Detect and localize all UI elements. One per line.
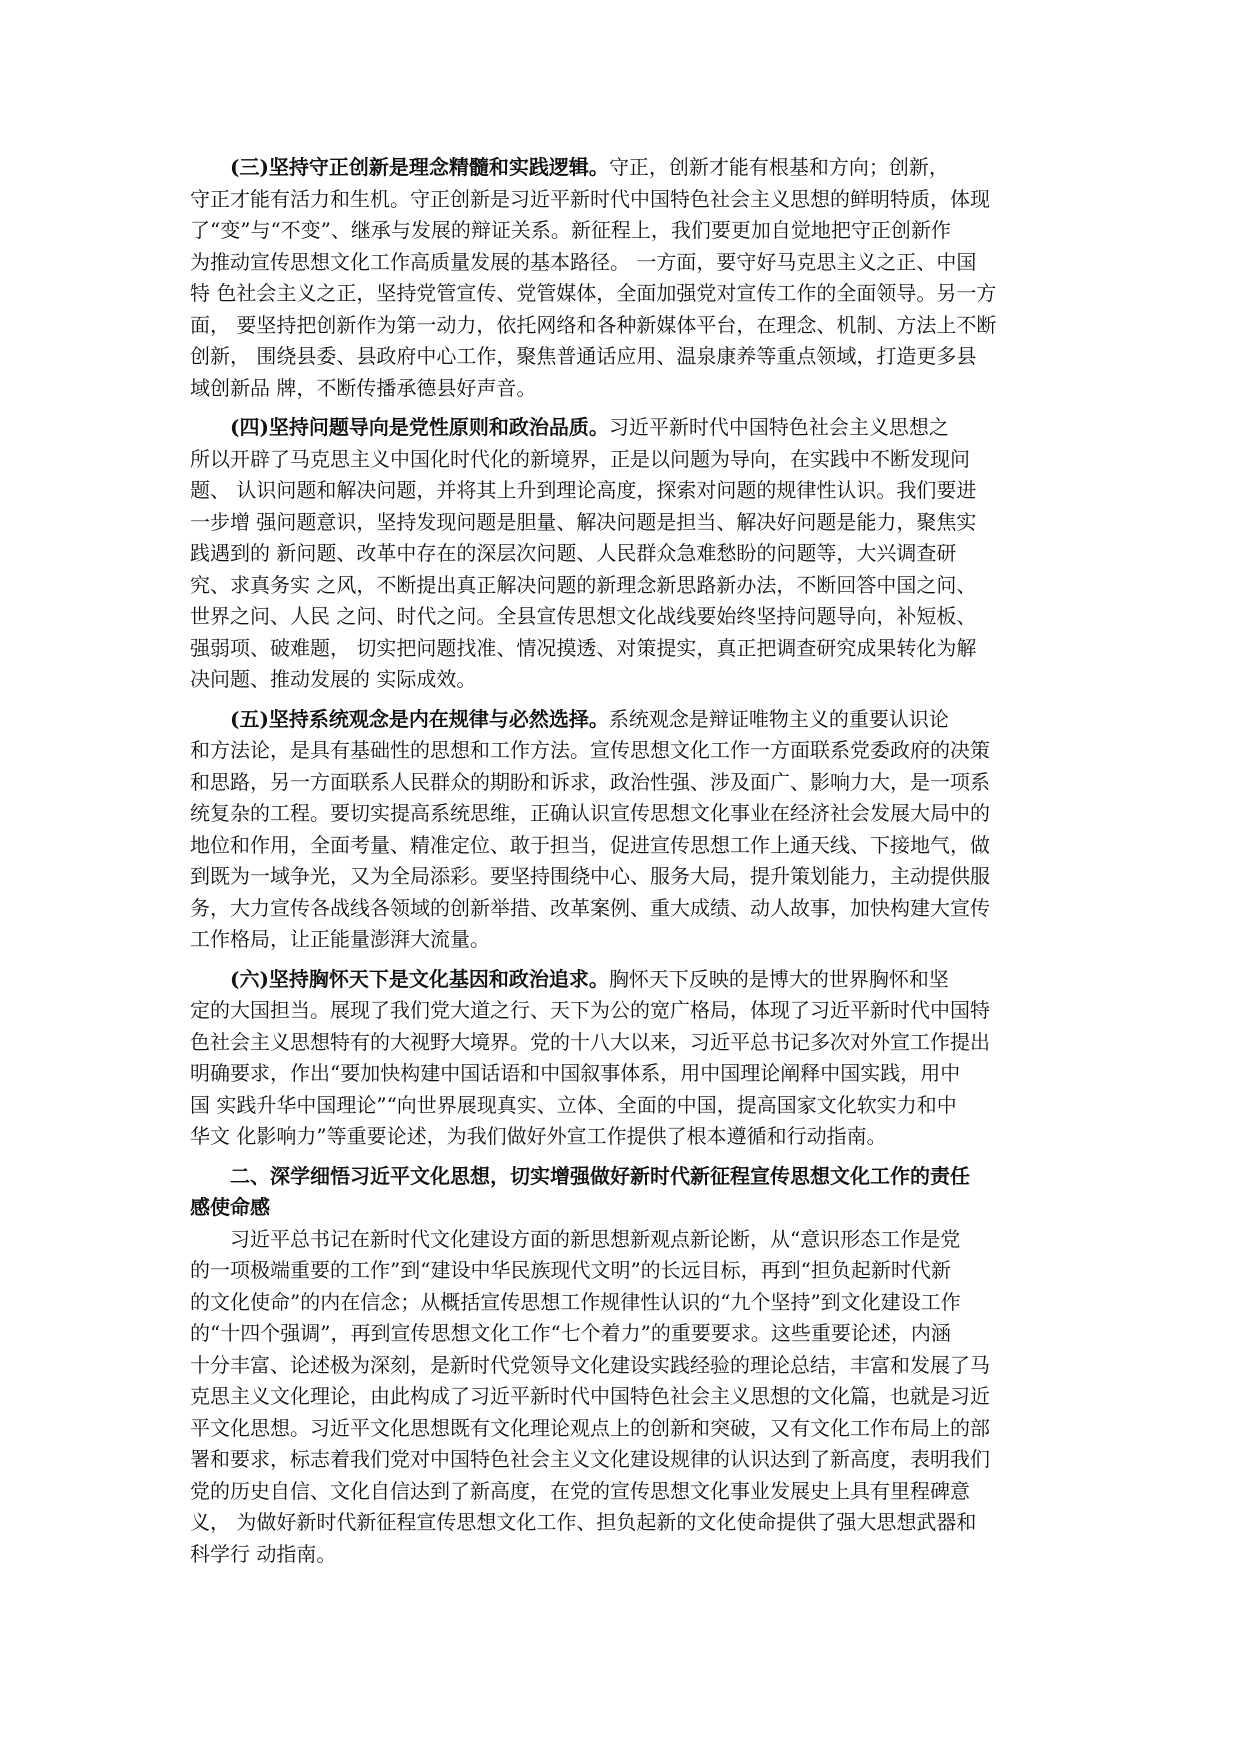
section-6-lead: (六)坚持胸怀天下是文化基因和政治追求。 <box>230 966 609 991</box>
section-5-body: 系统观念是辩证唯物主义的重要认识论 和方法论，是具有基础性的思想和工作方法。宣传思想文化工作一方面联系党委政府的决策 和思路，另一方面联系人民群众的期盼和诉求，政治性强、涉及面广、影响力大，是一项系 统复杂的工程。要切实提高系统思维，正确认识宣传思想文化事业在经济社会发展大局中的 地位和作用，全面考量、精准定位、敢于担当，促进宣传思想工作上通天线、下接地气，做 到既为一域争光，又为全局添彩。要坚持围绕中心、服务大局，提升策划能力，主动提供服 务，大力宣传各战线各领域的创新举措、改革案例、重大成绩、动人故事，加快构建大宣传 工作格局，让正能量澎湃大流量。 <box>190 706 990 951</box>
paragraph-section-6 <box>190 964 1070 1153</box>
section-4-lead: (四)坚持问题导向是党性原则和政治品质。 <box>230 415 609 439</box>
closing-paragraph: 习近平总书记在新时代文化建设方面的新思想新观点新论断，从“意识形态工作是党 的一项极端重要的工作”到“建设中华民族现代文明”的长远目标，再到“担负起新时代新 的文化使命”的内在信念；从概括宣传思想工作规律性认识的“九个坚持”到文化建设工作 的“十四个强调”，再到宣传思想文化工作“七个着力”的重要要求。这些重要论述，内涵 十分丰富、论述极为深刻，是新时代党领导文化建设实践经验的理论总结，丰富和发展了马 克思主义文化理论，由此构成了习近平新时代中国特色社会主义思想的文化篇，也就是习近 平文化思想。习近平文化思想既有文化理论观点上的创新和突破，又有文化工作布局上的部 署和要求，标志着我们党对中国特色社会主义文化建设规律的认识达到了新高度，表明我们 党的历史自信、文化自信达到了新高度，在党的宣传思想文化事业发展史上具有里程碑意 义， 为做好新时代新征程宣传思想文化工作、担负起新的文化使命提供了强大思想武器和 科学行 动指南。 <box>190 1226 990 1566</box>
paragraph-section-3 <box>190 152 1070 404</box>
paragraph-section-5 <box>190 704 1070 956</box>
section-5-lead: (五)坚持系统观念是内在规律与必然选择。 <box>230 706 609 731</box>
section-3-body: 守正，创新才能有根基和方向；创新， 守正才能有活力和生机。守正创新是习近平新时代中国特色社会主义思想的鲜明特质，体现 了“变”与“不变”、继承与发展的辩证关系。新征程上，我们要更加自觉地把守正创新作 为推动宣传思想文化工作高质量发展的基本路径。 一方面，要守好马克思主义之正、中国 特 色社会主义之正，坚持党管宣传、党管媒体，全面加强党对宣传工作的全面领导。另一方 面， 要坚持把创新作为第一动力，依托网络和各种新媒体平台，在理念、机制、方法上不断 创新， 围绕县委、县政府中心工作，聚焦普通话应用、温泉康养等重点领域，打造更多县 域创新品 牌，不断传播承德县好声音。 <box>190 155 997 400</box>
section-heading-2: 二、深学细悟习近平文化思想，切实增强做好新时代新征程宣传思想文化工作的责任 感使命感 <box>190 1163 970 1219</box>
section-3-lead: (三)坚持守正创新是理念精髓和实践逻辑。 <box>230 155 609 179</box>
section-6-body: 胸怀天下反映的是博大的世界胸怀和坚 定的大国担当。展现了我们党大道之行、天下为公的宽广格局，体现了习近平新时代中国特 色社会主义思想特有的大视野大境界。党的十八大以来，习近平总书记多次对外宣工作提出 明确要求，作出“要加快构建中国话语和中国叙事体系，用中国理论阐释中国实践，用中 国 实践升华中国理论”“向世界展现真实、立体、全面的中国，提高国家文化软实力和中 华文 化影响力”等重要论述，为我们做好外宣工作提供了根本遵循和行动指南。 <box>190 966 990 1148</box>
section-4-body: 习近平新时代中国特色社会主义思想之 所以开辟了马克思主义中国化时代化的新境界，正是以问题为导向，在实践中不断发现问 题、 认识问题和解决问题，并将其上升到理论高度，探索对问题的规律性认识。我们要进 一步增 强问题意识，坚持发现问题是胆量、解决问题是担当、解决好问题是能力，聚焦实 践遇到的 新问题、改革中存在的深层次问题、人民群众急难愁盼的问题等，大兴调查研 究、求真务实 之风，不断提出真正解决问题的新理念新思路新办法，不断回答中国之问、 世界之问、人民 之问、时代之问。全县宣传思想文化战线要始终坚持问题导向，补短板、 强弱项、破难题， 切实把问题找准、情况摸透、对策提实，真正把调查研究成果转化为解 决问题、推动发展的 实际成效。 <box>190 415 977 691</box>
paragraph-section-4 <box>190 412 1070 696</box>
